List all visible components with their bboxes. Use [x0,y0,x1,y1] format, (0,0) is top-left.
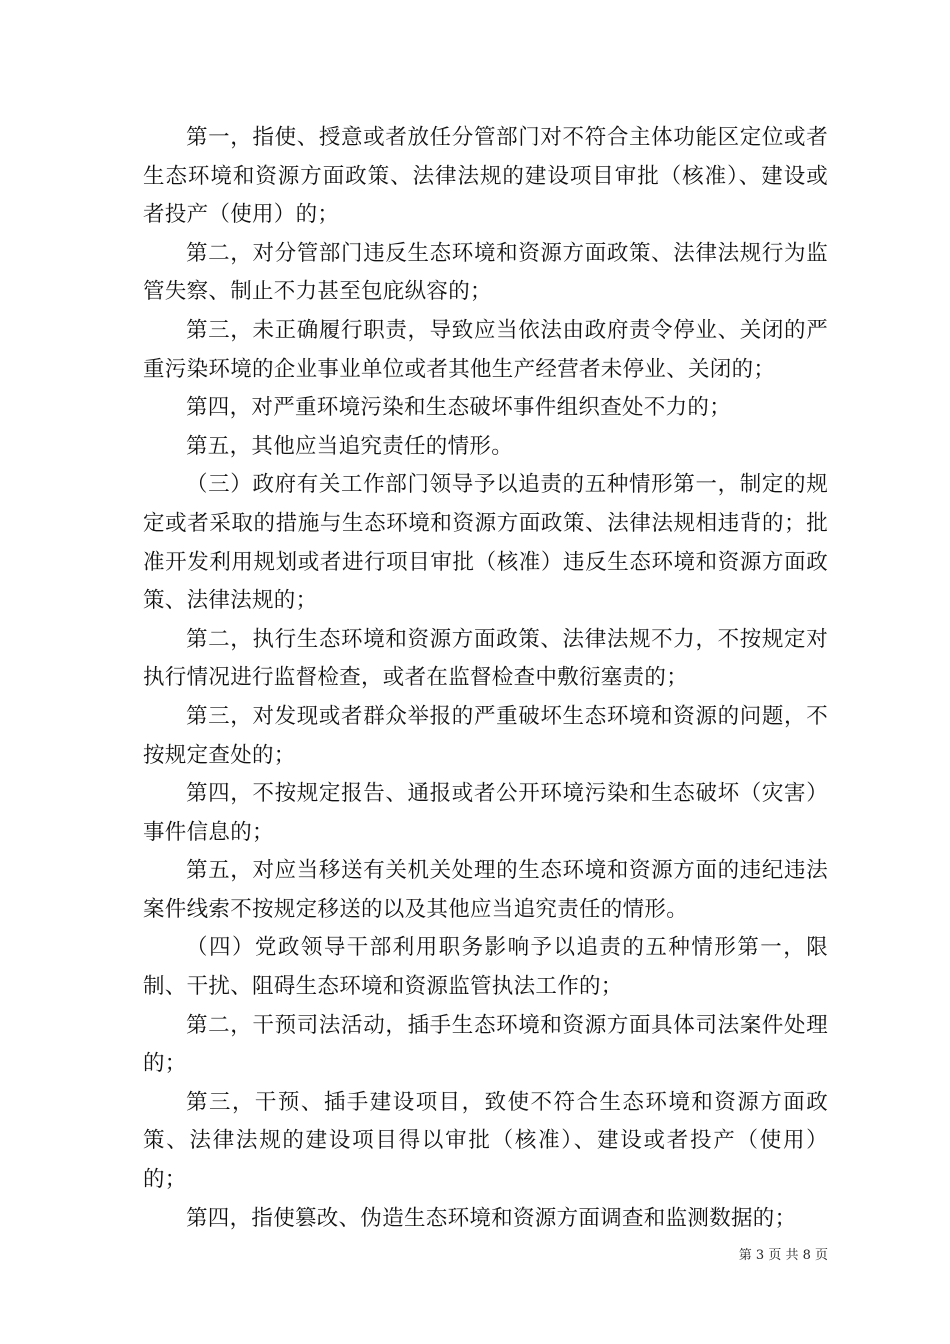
paragraph: 第二，干预司法活动，插手生态环境和资源方面具体司法案件处理的； [143,1012,828,1077]
paragraph: （四）党政领导干部利用职务影响予以追责的五种情形第一，限制、干扰、阻碍生态环境和资源监管执法工作的； [143,935,828,1000]
paragraph: 第三，干预、插手建设项目，致使不符合生态环境和资源方面政策、法律法规的建设项目得以审批（核准）、建设或者投产（使用）的； [143,1089,828,1193]
paragraph: 第一，指使、授意或者放任分管部门对不符合主体功能区定位或者生态环境和资源方面政策、法律法规的建设项目审批（核准）、建设或者投产（使用）的； [143,125,828,228]
paragraph: 第二，执行生态环境和资源方面政策、法律法规不力，不按规定对执行情况进行监督检查，或者在监督检查中敷衍塞责的； [143,626,828,691]
paragraph: 第四，指使篡改、伪造生态环境和资源方面调查和监测数据的； [186,1205,797,1231]
paragraph: 第五，其他应当追究责任的情形。 [186,433,514,459]
paragraph: 第四，对严重环境污染和生态破坏事件组织查处不力的； [186,395,732,421]
paragraph: 第三，未正确履行职责，导致应当依法由政府责令停业、关闭的严重污染环境的企业事业单位或者其他生产经营者未停业、关闭的； [143,317,828,382]
paragraph: 第四，不按规定报告、通报或者公开环境污染和生态破坏（灾害）事件信息的； [143,781,828,845]
paragraph: （三）政府有关工作部门领导予以追责的五种情形第一，制定的规定或者采取的措施与生态环境和资源方面政策、法律法规相违背的；批准开发利用规划或者进行项目审批（核准）违反生态环境和资源方面政策、法律法规的； [143,472,828,614]
paragraph: 第五，对应当移送有关机关处理的生态环境和资源方面的违纪违法案件线索不按规定移送的以及其他应当追究责任的情形。 [143,858,828,922]
page-number: 第 3 页 共 8 页 [738,1248,828,1263]
paragraph: 第二，对分管部门违反生态环境和资源方面政策、法律法规行为监管失察、制止不力甚至包庇纵容的； [143,240,828,305]
paragraph: 第三，对发现或者群众举报的严重破坏生态环境和资源的问题，不按规定查处的； [143,703,828,768]
document-body [143,119,828,1238]
